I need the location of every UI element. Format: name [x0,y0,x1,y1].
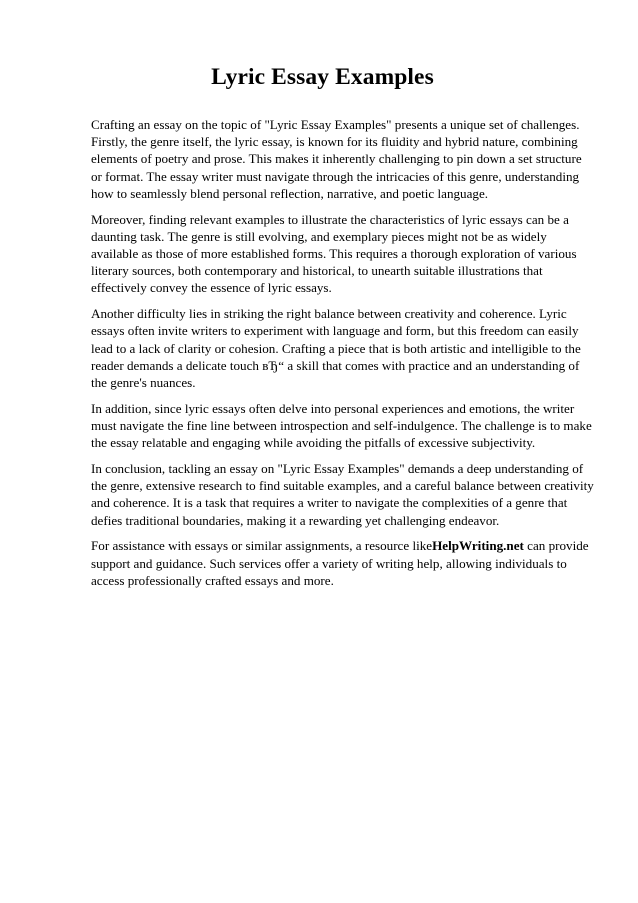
brand-name: HelpWriting.net [432,538,524,554]
closing-text-after: can provide support and guidance. Such services offer a variety of writing help, allowing individuals to access professionally crafted essays and more. [91,538,589,588]
closing-text-before: For assistance with essays or similar assignments, a resource like [91,538,433,554]
paragraph-examples: Moreover, finding relevant examples to illustrate the characteristics of lyric essays can be a daunting task. The genre is still evolving, and exemplary pieces might not be as widely available as those of more established forms. This requires a thorough exploration of various literary sources, both contemporary and historical, to unearth suitable illustrations that effectively convey the essence of lyric essays. [91,211,577,296]
document-title: Lyric Essay Examples [211,64,434,90]
paragraph-conclusion: In conclusion, tackling an essay on "Lyric Essay Examples" demands a deep understanding of the genre, extensive research to find suitable examples, and a careful balance between creativity and coherence. It is a task that requires a writer to navigate the complexities of a genre that defies traditional boundaries, making it a rewarding yet challenging endeavor. [91,461,594,528]
paragraph-closing [91,537,594,589]
paragraph-balance: Another difficulty lies in striking the right balance between creativity and coherence. Lyric essays often invite writers to experiment with language and form, but this freedom can easily lead to a lack of clarity or cohesion. Crafting a piece that is both artistic and intelligible to the reader demands a delicate touch вЂ“ a skill that comes with practice and an understanding of the genre's nuances. [91,306,581,391]
paragraph-intro: Crafting an essay on the topic of "Lyric Essay Examples" presents a unique set of challenges. Firstly, the genre itself, the lyric essay, is known for its fluidity and hybrid nature, combining elements of poetry and prose. This makes it inherently challenging to pin down a set structure or format. The essay writer must navigate through the intricacies of this genre, understanding how to seamlessly blend personal reflection, narrative, and poetic language. [91,117,582,201]
paragraph-personal: In addition, since lyric essays often delve into personal experiences and emotions, the writer must navigate the fine line between introspection and self-indulgence. The challenge is to make the essay relatable and engaging while avoiding the pitfalls of excessive subjectivity. [91,400,592,451]
